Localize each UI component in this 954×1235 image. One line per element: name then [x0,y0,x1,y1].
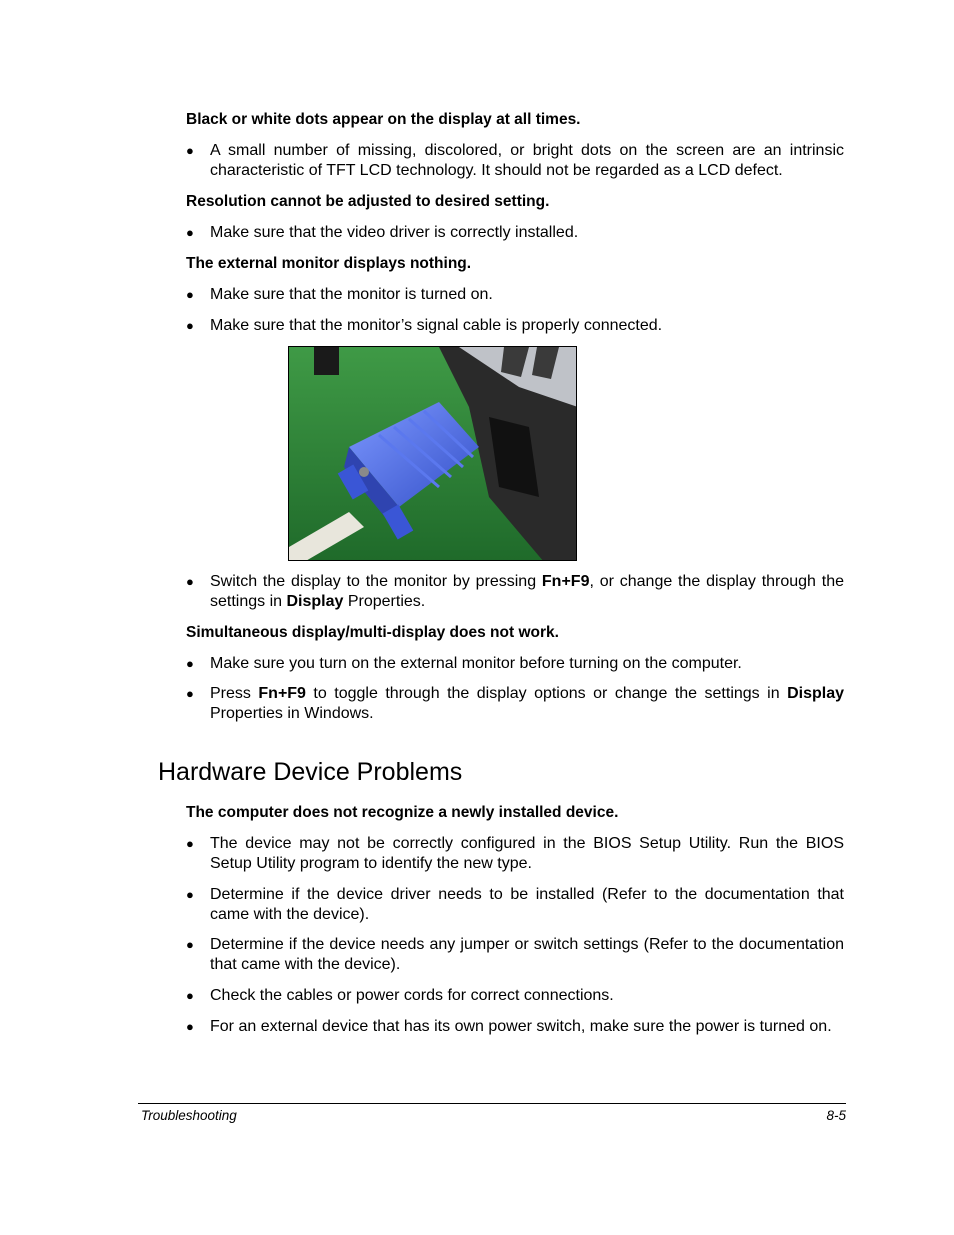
bullet-icon: ● [186,225,194,240]
heading-multi-display: Simultaneous display/multi-display does not work. [186,624,559,641]
bullet-icon: ● [186,836,194,851]
bullet-text: Determine if the device driver needs to be installed (Refer to the documentation that came with the device). [210,886,844,923]
bullet-icon: ● [186,574,194,589]
bullet-text: Determine if the device needs any jumper or switch settings (Refer to the documentation that came with the device). [210,936,844,973]
footer-divider [138,1103,846,1104]
heading-external-monitor: The external monitor displays nothing. [186,255,472,272]
bullet-text: Switch the display to the monitor by pressing Fn+F9, or change the display through the settings in Display Properties. [210,573,845,610]
bullet-icon: ● [186,937,194,952]
bullet-text: A small number of missing, discolored, or bright dots on the screen are an intrinsic characteristic of TFT LCD technology. It should not be regarded as a LCD defect. [210,142,844,179]
bullet-text: Check the cables or power cords for correct connections. [210,987,614,1004]
list-item [186,572,844,612]
bullet-icon: ● [186,318,194,333]
bullet-text: Make sure that the video driver is correctly installed. [210,224,579,241]
bullet-icon: ● [186,656,194,671]
bullet-text: For an external device that has its own power switch, make sure the power is turned on. [210,1018,832,1035]
bullet-text: Make sure that the monitor is turned on. [210,286,493,303]
bullet-icon: ● [186,887,194,902]
list-item [186,986,844,1006]
bullet-text: Make sure you turn on the external monitor before turning on the computer. [210,655,742,672]
bullet-icon: ● [186,686,194,701]
section-title: Hardware Device Problems [158,758,463,786]
list-item [186,141,844,181]
list-item [186,654,844,674]
list-item [186,285,844,305]
list-item [186,684,844,724]
footer-chapter: Troubleshooting [141,1108,237,1123]
heading-new-device: The computer does not recognize a newly installed device. [186,804,619,821]
list-item [186,834,844,874]
list-item [186,1017,844,1037]
heading-black-white-dots: Black or white dots appear on the display at all times. [186,111,581,128]
bullet-icon: ● [186,287,194,302]
vga-connector-photo [288,346,577,561]
bullet-icon: ● [186,1019,194,1034]
list-item [186,885,844,925]
list-item [186,935,844,975]
list-item [186,316,844,336]
bullet-text: The device may not be correctly configured in the BIOS Setup Utility. Run the BIOS Setup Utility program to identify the new type. [210,835,844,872]
bullet-icon: ● [186,143,194,158]
list-item [186,223,844,243]
bullet-text: Make sure that the monitor’s signal cable is properly connected. [210,317,663,334]
page-number: 8-5 [826,1108,846,1123]
bullet-icon: ● [186,988,194,1003]
heading-resolution: Resolution cannot be adjusted to desired setting. [186,193,550,210]
bullet-text: Press Fn+F9 to toggle through the display options or change the settings in Display Properties in Windows. [210,685,845,722]
